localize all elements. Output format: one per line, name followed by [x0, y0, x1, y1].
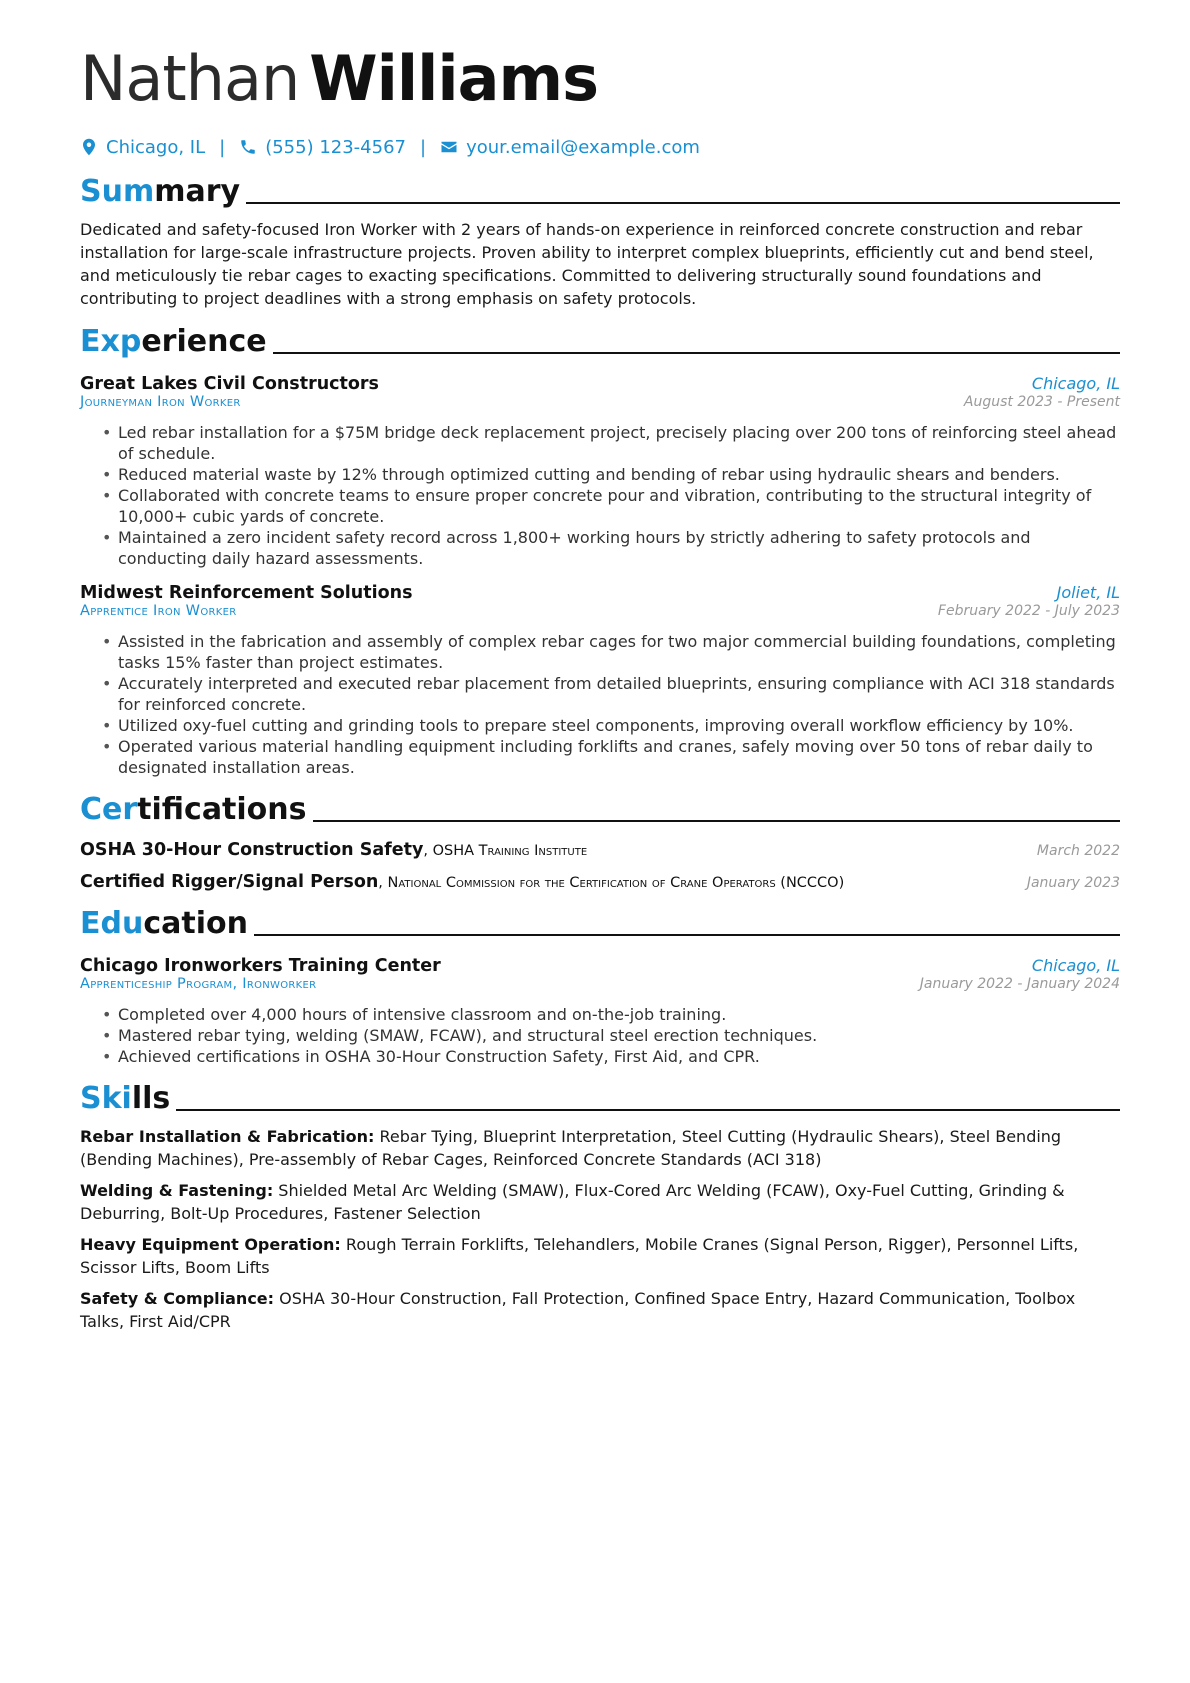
- candidate-name: [80, 38, 1120, 120]
- map-marker-icon: [80, 138, 98, 156]
- education-section: [80, 902, 1120, 1067]
- job-role: Journeyman Iron Worker: [80, 394, 241, 410]
- section-divider: [273, 352, 1120, 354]
- last-name: Williams: [309, 42, 599, 115]
- certification-item: [80, 872, 1120, 892]
- certification-issuer: , National Commission for the Certification of Crane Operators (NCCCO): [378, 875, 845, 891]
- email-text: your.email@example.com: [466, 136, 700, 158]
- contact-separator: |: [420, 136, 427, 158]
- job-entry: [80, 583, 1120, 778]
- company-name: Great Lakes Civil Constructors: [80, 374, 379, 394]
- skill-list: Rebar Tying, Blueprint Interpretation, Steel Cutting (Hydraulic Shears), Steel Bending (Bending Machines), Pre-assembly of Rebar Cages, Reinforced Concrete Standards (ACI 318): [80, 1127, 1062, 1169]
- skill-label: Safety & Compliance:: [80, 1289, 275, 1308]
- certifications-section: [80, 788, 1120, 892]
- education-dates: January 2022 - January 2024: [919, 976, 1120, 992]
- list-item: • Assisted in the fabrication and assembly of complex rebar cages for two major commercial building foundations, completing tasks 15% faster than project estimates.: [118, 631, 1120, 673]
- skill-group: [80, 1125, 1120, 1171]
- list-item: • Led rebar installation for a $75M bridge deck replacement project, precisely placing over 200 tons of reinforcing steel ahead of schedule.: [118, 422, 1120, 464]
- contact-bar: [80, 134, 1120, 160]
- section-divider: [176, 1109, 1120, 1111]
- certification-date: January 2023: [1026, 875, 1120, 891]
- skill-list: Shielded Metal Arc Welding (SMAW), Flux-Cored Arc Welding (FCAW), Oxy-Fuel Cutting, Grinding & Deburring, Bolt-Up Procedures, Fastener Selection: [80, 1181, 1065, 1223]
- job-dates: February 2022 - July 2023: [937, 603, 1120, 619]
- job-dates: August 2023 - Present: [963, 394, 1120, 410]
- section-divider: [313, 820, 1120, 822]
- section-header: [80, 320, 1120, 360]
- contact-location: [80, 137, 205, 158]
- phone-text: (555) 123-4567: [265, 136, 406, 158]
- phone-icon: [239, 138, 257, 156]
- experience-section: [80, 320, 1120, 778]
- company-name: Midwest Reinforcement Solutions: [80, 583, 413, 603]
- list-item: • Reduced material waste by 12% through optimized cutting and bending of rebar using hydraulic shears and benders.: [118, 464, 1120, 485]
- list-item: • Operated various material handling equipment including forklifts and cranes, safely moving over 50 tons of rebar daily to designated installation areas.: [118, 736, 1120, 778]
- list-item: • Accurately interpreted and executed rebar placement from detailed blueprints, ensuring compliance with ACI 318 standards for reinforced concrete.: [118, 673, 1120, 715]
- skill-group: [80, 1287, 1120, 1333]
- school-name: Chicago Ironworkers Training Center: [80, 956, 441, 976]
- job-bullets: [80, 422, 1120, 569]
- job-entry: [80, 374, 1120, 569]
- certification-item: [80, 840, 1120, 860]
- first-name: Nathan: [80, 42, 300, 115]
- section-title: Experience: [80, 324, 267, 359]
- list-item: • Completed over 4,000 hours of intensive classroom and on-the-job training.: [118, 1004, 1120, 1025]
- section-header: [80, 1077, 1120, 1117]
- certification-issuer: , OSHA Training Institute: [423, 843, 588, 859]
- section-header: [80, 788, 1120, 828]
- skill-label: Rebar Installation & Fabrication:: [80, 1127, 375, 1146]
- section-header: [80, 902, 1120, 942]
- certification-name: OSHA 30-Hour Construction Safety: [80, 840, 424, 860]
- envelope-icon: [440, 138, 458, 156]
- job-bullets: [80, 631, 1120, 778]
- list-item: • Maintained a zero incident safety record across 1,800+ working hours by strictly adhering to safety protocols and conducting daily hazard assessments.: [118, 527, 1120, 569]
- section-title: Skills: [80, 1081, 171, 1116]
- skills-section: [80, 1077, 1120, 1333]
- contact-separator: |: [219, 136, 226, 158]
- list-item: • Collaborated with concrete teams to ensure proper concrete pour and vibration, contributing to the structural integrity of 10,000+ cubic yards of concrete.: [118, 485, 1120, 527]
- list-item: • Utilized oxy-fuel cutting and grinding tools to prepare steel components, improving overall workflow efficiency by 10%.: [118, 715, 1120, 736]
- section-header: [80, 170, 1120, 210]
- job-location: Joliet, IL: [1056, 583, 1120, 602]
- skill-label: Welding & Fastening:: [80, 1181, 274, 1200]
- skill-list: OSHA 30-Hour Construction, Fall Protection, Confined Space Entry, Hazard Communication, Toolbox Talks, First Aid/CPR: [80, 1289, 1076, 1331]
- skill-group: [80, 1179, 1120, 1225]
- education-entry: [80, 956, 1120, 1067]
- contact-phone[interactable]: [239, 137, 406, 158]
- skill-group: [80, 1233, 1120, 1279]
- section-title: Certifications: [80, 792, 307, 827]
- program-name: Apprenticeship Program, Ironworker: [80, 976, 317, 992]
- skill-label: Heavy Equipment Operation:: [80, 1235, 341, 1254]
- list-item: • Achieved certifications in OSHA 30-Hour Construction Safety, First Aid, and CPR.: [118, 1046, 1120, 1067]
- school-location: Chicago, IL: [1031, 956, 1120, 975]
- job-location: Chicago, IL: [1031, 374, 1120, 393]
- certification-date: March 2022: [1036, 843, 1120, 859]
- section-title: Education: [80, 906, 248, 941]
- skill-list: Rough Terrain Forklifts, Telehandlers, Mobile Cranes (Signal Person, Rigger), Personnel Lifts, Scissor Lifts, Boom Lifts: [80, 1235, 1079, 1277]
- summary-section: [80, 170, 1120, 310]
- location-text: Chicago, IL: [106, 136, 206, 158]
- section-title: Summary: [80, 174, 241, 209]
- section-divider: [254, 934, 1120, 936]
- certification-name: Certified Rigger/Signal Person: [80, 872, 379, 892]
- summary-text: Dedicated and safety-focused Iron Worker with 2 years of hands-on experience in reinforced concrete construction and rebar installation for large-scale infrastructure projects. Proven ability to interpret complex blueprints, efficiently cut and bend steel, and meticulously tie rebar cages to exacting specifications. Committed to delivering structurally sound foundations and contributing to project deadlines with a strong emphasis on safety protocols.: [80, 220, 1094, 308]
- list-item: • Mastered rebar tying, welding (SMAW, FCAW), and structural steel erection techniques.: [118, 1025, 1120, 1046]
- job-role: Apprentice Iron Worker: [80, 603, 237, 619]
- education-bullets: [80, 1004, 1120, 1067]
- section-divider: [246, 202, 1120, 204]
- contact-email[interactable]: [440, 137, 700, 158]
